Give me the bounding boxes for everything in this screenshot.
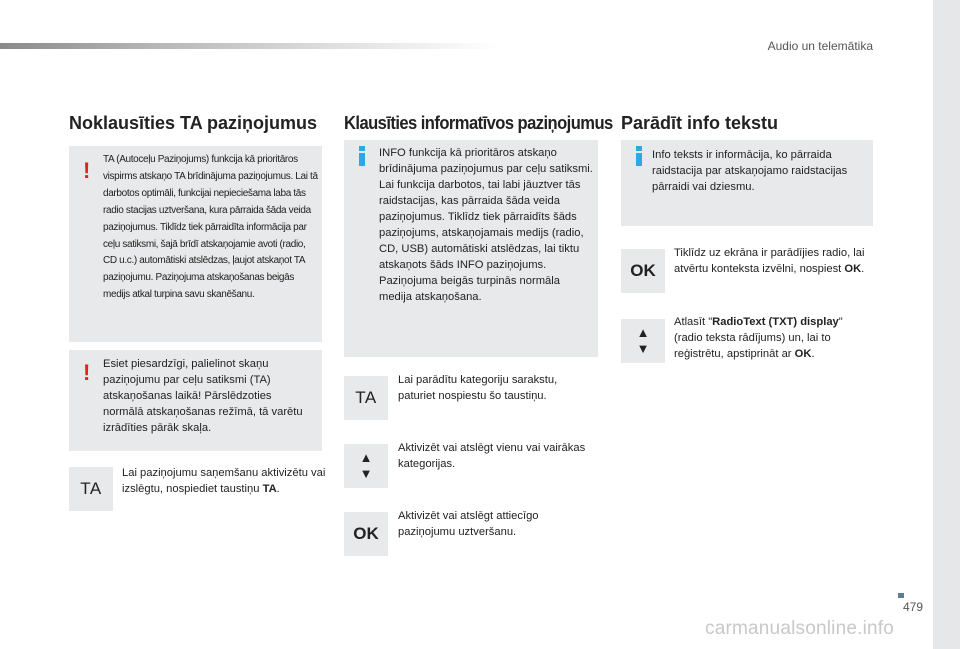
col1-ta-description [122, 465, 327, 497]
col2-ta-description: Lai parādītu kategoriju sarakstu, paturiet nospiestu šo taustiņu. [398, 374, 558, 402]
col1-ta-desc-bold: TA [262, 483, 277, 495]
col3-arrows-desc-mid: " (radio teksta rādījums) un, lai to reģistrētu, apstiprināt ar [674, 316, 843, 360]
watermark: carmanualsonline.info [705, 618, 895, 639]
ta-key: TA [69, 467, 113, 511]
ok-key: OK [344, 512, 388, 556]
col2-info-text: INFO funkcija kā prioritāros atskaņo brīdinājuma paziņojumus par ceļu satiksmi. Lai funkcija darbotos, tai labi jāuztver tās raidstacijas, kas pārraida šāda veida paziņojumus. Tiklīdz tiek pārraidīts šāds paziņojums, atskaņojamais medijs (radio, CD, USB) automātiski atslēdzas, lai tiktu atskaņots šāds INFO paziņojums. Paziņojuma beigās turpinās normāla medija atskaņošana. [379, 147, 593, 303]
col3-arrows-desc-end: . [811, 348, 815, 360]
col3-ok-desc-text: Tiklīdz uz ekrāna ir parādījies radio, lai atvērtu konteksta izvēlni, nospiest [674, 247, 865, 275]
col1-title: Noklausīties TA paziņojumus [69, 113, 318, 133]
page-marker [898, 593, 904, 598]
col3-info-box [621, 140, 873, 226]
arrow-up-icon: ▲ [359, 450, 373, 465]
col3-ok-description [674, 245, 870, 277]
info-icon [635, 146, 643, 166]
col3-title: Parādīt info tekstu [621, 113, 779, 133]
page-side-strip [933, 0, 960, 649]
warning-icon: ! [83, 360, 91, 385]
col2-title: Klausīties informatīvos paziņojumus [344, 113, 613, 133]
section-header: Audio un telemātika [767, 39, 873, 53]
col2-info-box [344, 140, 598, 357]
col3-arrows-desc-pre: Atlasīt " [674, 316, 713, 328]
warning-icon: ! [83, 158, 91, 183]
up-down-arrows-key [621, 319, 665, 363]
col1-ta-desc-end: . [276, 483, 280, 495]
info-icon [358, 146, 366, 166]
col1-warning-text-2: Esiet piesardzīgi, palielinot skaņu paziņojumu par ceļu satiksmi (TA) atskaņošanas laikā! Pārslēdzoties normālā atskaņošanas režīmā, tā varētu izrādīties pārāk skaļa. [103, 358, 303, 434]
col3-arrows-description [674, 314, 874, 362]
col3-arrows-desc-bold2: OK [794, 348, 812, 360]
col2-arrows-description: Aktivizēt vai atslēgt vienu vai vairākas kategorijas. [398, 442, 586, 470]
ta-key: TA [344, 376, 388, 420]
arrow-up-icon: ▲ [636, 325, 650, 340]
col1-warning-text-1: TA (Autoceļu Paziņojums) funkcija kā prioritāros vispirms atskaņo TA brīdinājuma paziņojumus. Lai tā darbotos optimāli, funkcijai nepieciešama laba tās radio stacijas uztveršana, kura pārraida šāda veida paziņojumus. Tiklīdz tiek pārraidīta informācija par ceļu satiksmi, šajā brīdī atskaņojamie avoti (radio, CD u.c.) automātiski atslēdzas, ļaujot atskaņot TA paziņojumu. Paziņojuma atskaņošanas beigās medijs atkal turpina savu skanēšanu. [103, 154, 318, 301]
col3-ok-desc-bold: OK [844, 263, 862, 275]
page-number: 479 [902, 600, 923, 614]
arrow-down-icon: ▼ [359, 466, 373, 481]
col1-warning-box-1 [69, 146, 322, 342]
up-down-arrows-key [344, 444, 388, 488]
header-gradient-line [0, 43, 500, 49]
col1-ta-desc-text: Lai paziņojumu saņemšanu aktivizētu vai izslēgtu, nospiediet taustiņu [122, 467, 326, 495]
col3-ok-desc-end: . [861, 263, 865, 275]
arrow-down-icon: ▼ [636, 341, 650, 356]
col3-arrows-desc-bold1: RadioText (TXT) display [712, 316, 839, 328]
col3-info-text: Info teksts ir informācija, ko pārraida raidstacija par atskaņojamo raidstacijas pārraidi vai dziesmu. [652, 149, 848, 193]
col2-ok-description: Aktivizēt vai atslēgt attiecīgo paziņojumu uztveršanu. [398, 510, 539, 538]
ok-key: OK [621, 249, 665, 293]
col1-warning-box-2 [69, 350, 322, 451]
